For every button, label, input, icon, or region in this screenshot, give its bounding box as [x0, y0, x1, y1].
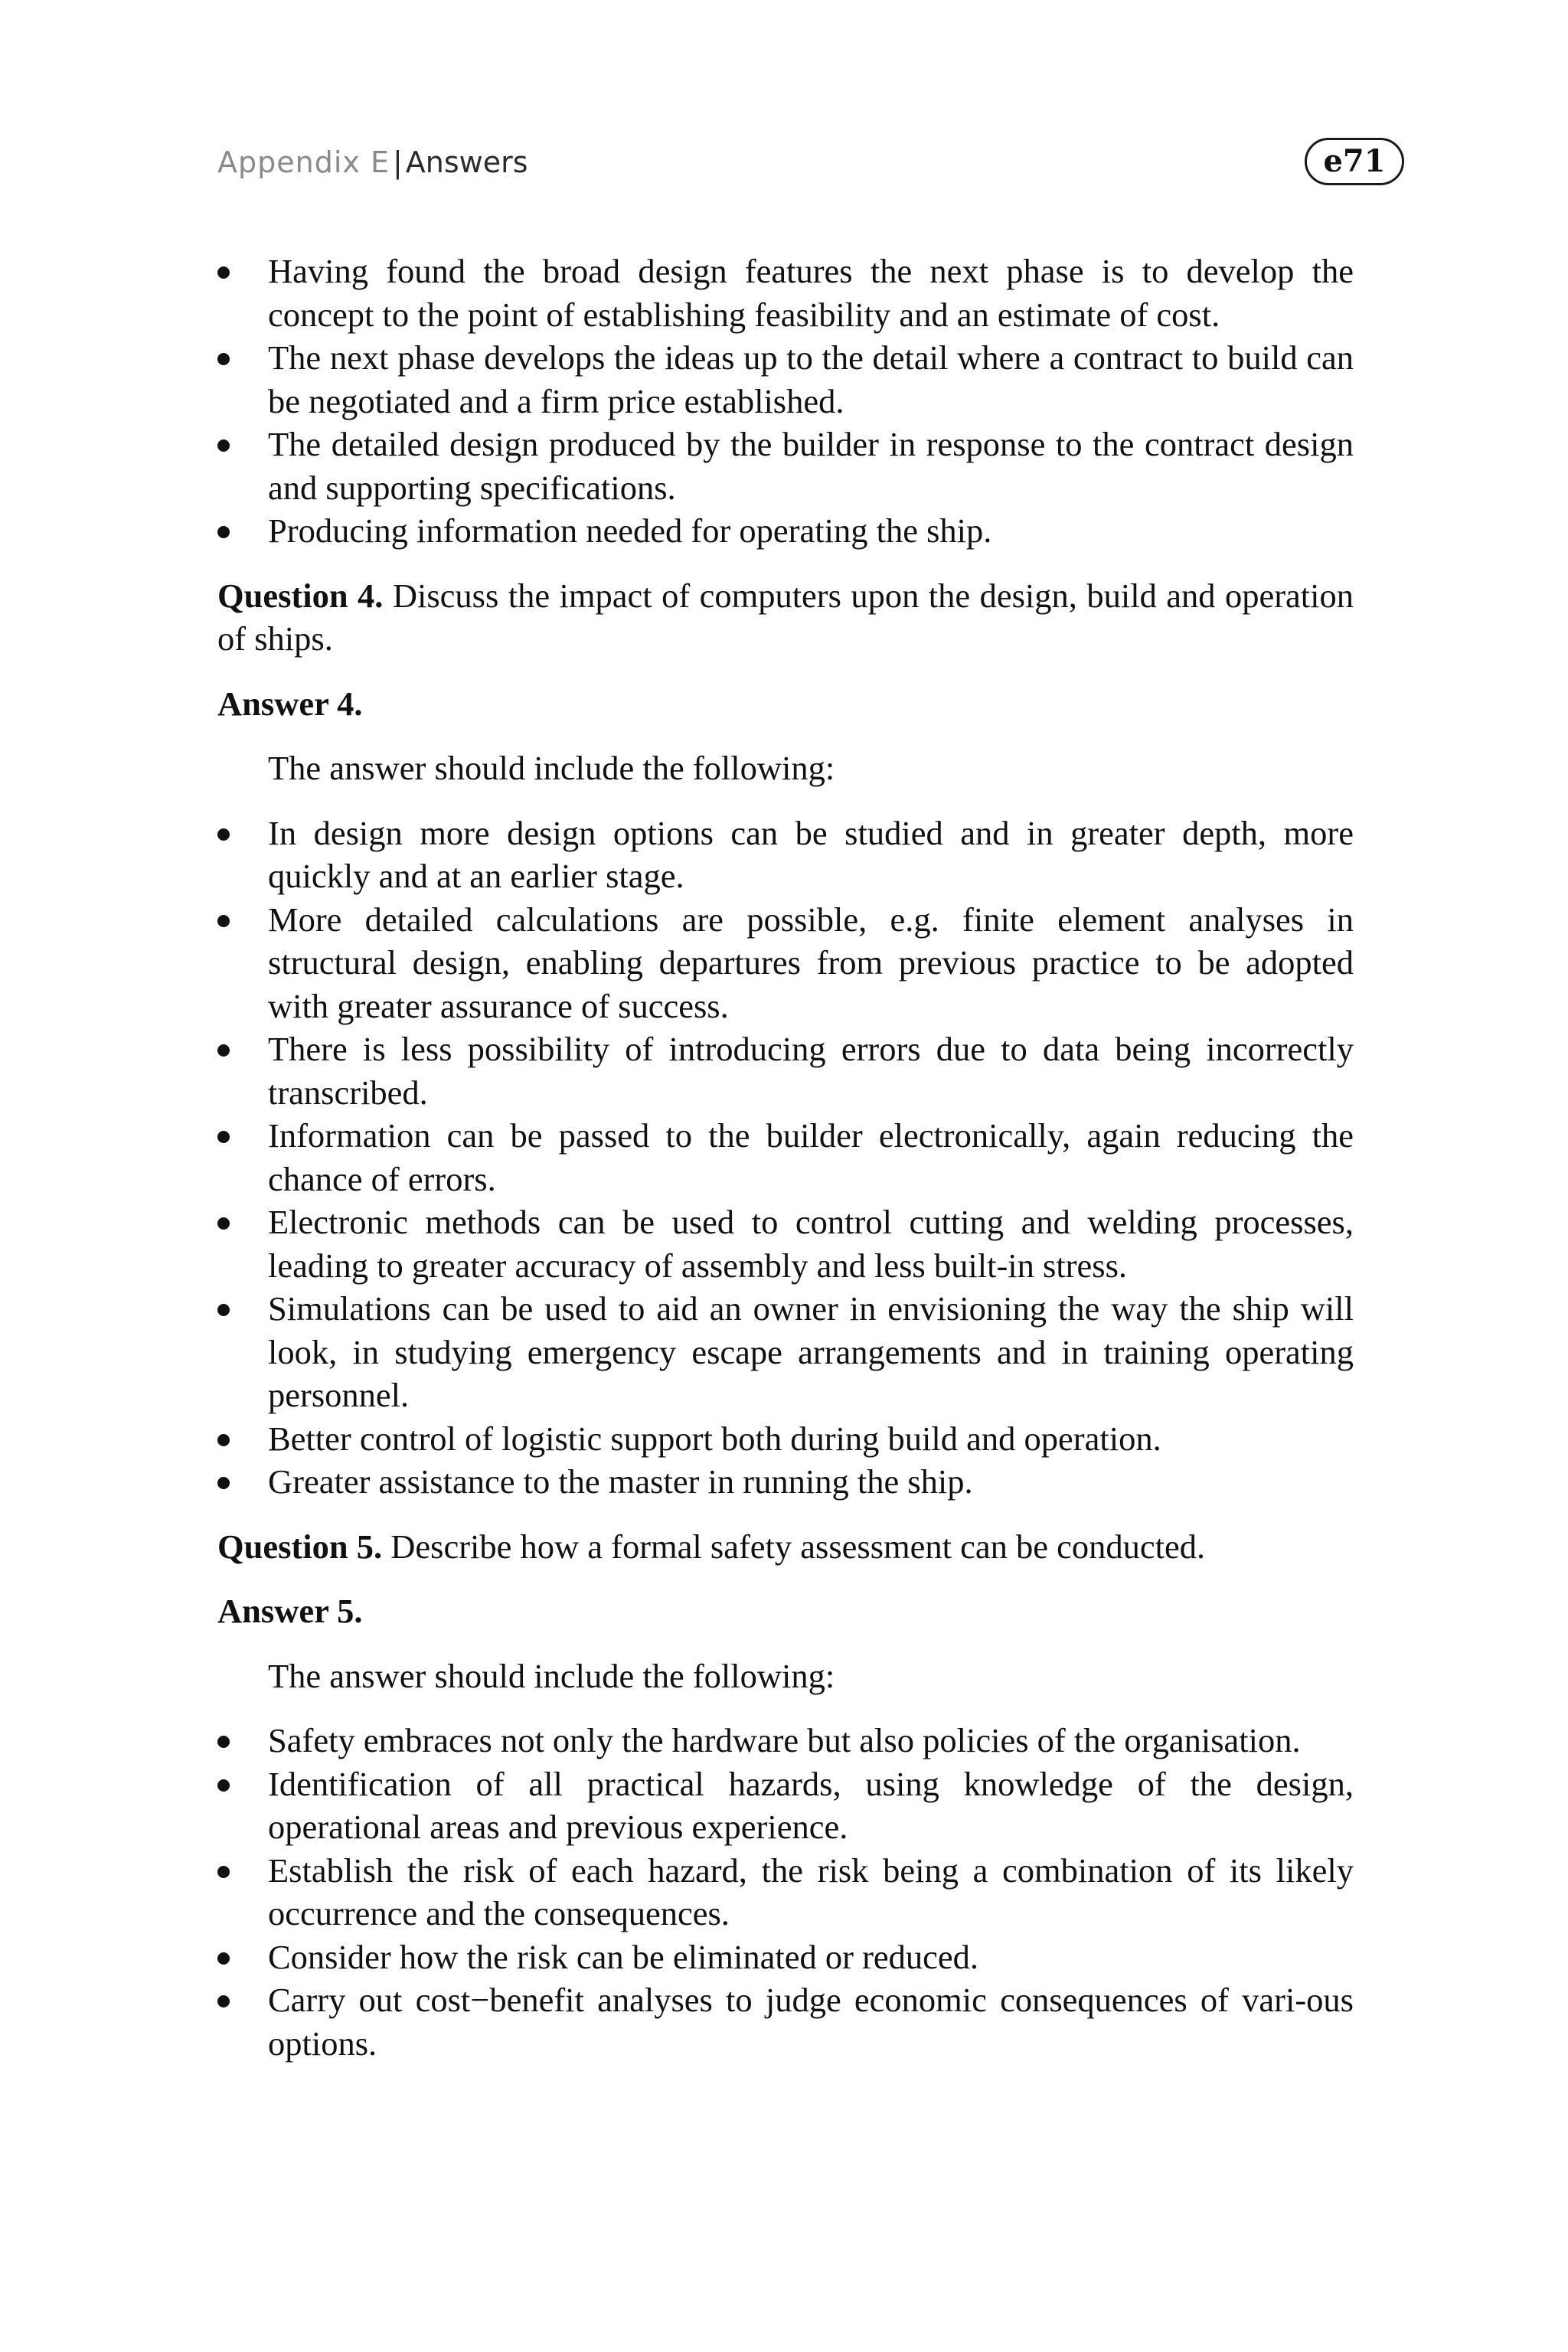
list-item [217, 250, 1354, 336]
list-item-text: The detailed design produced by the builder in response to the contract design and supporting specifications. [268, 425, 1354, 507]
answer-5-intro: The answer should include the following: [268, 1656, 835, 1695]
list-item-text: There is less possibility of introducing errors due to data being incorrectly transcribed. [268, 1030, 1354, 1112]
question-5-text: Describe how a formal safety assessment can be conducted. [390, 1527, 1206, 1566]
list-item [217, 1849, 1354, 1936]
bullet-icon [217, 1131, 230, 1143]
continued-bullet-list [217, 250, 1354, 553]
answer-4-bullet-list [217, 812, 1354, 1504]
header-section-label: Appendix E [217, 145, 390, 179]
list-item-text: Consider how the risk can be eliminated or reduced. [268, 1937, 979, 1976]
page-body [217, 250, 1354, 2065]
list-item-text: The next phase develops the ideas up to the detail where a contract to build can be negotiated and a firm price established. [268, 338, 1354, 420]
list-item-text: Information can be passed to the builder electronically, again reducing the chance of errors. [268, 1116, 1354, 1198]
question-4-label: Question 4. [217, 576, 384, 615]
question-5 [217, 1525, 1354, 1569]
list-item [217, 1936, 1354, 1979]
bullet-icon [217, 828, 230, 841]
list-item [217, 1200, 1354, 1287]
bullet-icon [217, 1044, 230, 1057]
list-item-text: Greater assistance to the master in running the ship. [268, 1462, 973, 1501]
bullet-icon [217, 1217, 230, 1230]
answer-5-heading: Answer 5. [217, 1592, 363, 1630]
bullet-icon [217, 1477, 230, 1489]
running-header [217, 142, 528, 182]
list-item [217, 898, 1354, 1028]
list-item [217, 1978, 1354, 2065]
bullet-icon [217, 353, 230, 365]
list-item-text: Simulations can be used to aid an owner in envisioning the way the ship will look, in studying emergency escape arrangements and in training operating personnel. [268, 1289, 1354, 1414]
answer-5-bullet-list [217, 1719, 1354, 2065]
list-item-text: Better control of logistic support both during build and operation. [268, 1419, 1161, 1458]
list-item [217, 812, 1354, 898]
list-item-text: Safety embraces not only the hardware but also policies of the organisation. [268, 1721, 1301, 1759]
list-item-text: Electronic methods can be used to control cutting and welding processes, leading to greater accuracy of assembly and less built-in stress. [268, 1203, 1354, 1285]
list-item [217, 336, 1354, 423]
bullet-icon [217, 1866, 230, 1878]
list-item-text: More detailed calculations are possible, e.g. finite element analyses in structural design, enabling departures from previous practice to be adopted with greater assurance of success. [268, 900, 1354, 1025]
bullet-icon [217, 526, 230, 538]
bullet-icon [217, 1304, 230, 1316]
bullet-icon [217, 1434, 230, 1446]
list-item-text: Carry out cost−benefit analyses to judge economic consequences of vari-ous options. [268, 1981, 1354, 2063]
question-4 [217, 574, 1354, 661]
bullet-icon [217, 266, 230, 279]
list-item [217, 1762, 1354, 1849]
list-item [217, 1417, 1354, 1461]
bullet-icon [217, 1736, 230, 1748]
list-item [217, 423, 1354, 509]
answer-4-intro: The answer should include the following: [268, 749, 835, 787]
list-item [217, 509, 1354, 553]
answer-4-heading: Answer 4. [217, 684, 363, 723]
bullet-icon [217, 439, 230, 452]
bullet-icon [217, 1952, 230, 1965]
question-5-label: Question 5. [217, 1527, 383, 1566]
list-item-text: In design more design options can be studied and in greater depth, more quickly and at an earlier stage. [268, 813, 1354, 895]
header-separator: | [392, 145, 403, 179]
list-item-text: Establish the risk of each hazard, the risk being a combination of its likely occurrence and the consequences. [268, 1851, 1354, 1932]
list-item [217, 1027, 1354, 1114]
bullet-icon [217, 1995, 230, 2007]
bullet-icon [217, 1779, 230, 1792]
question-4-text: Discuss the impact of computers upon the design, build and operation of ships. [217, 576, 1354, 658]
list-item [217, 1460, 1354, 1504]
page-number-badge: e71 [1305, 138, 1404, 185]
list-item [217, 1114, 1354, 1200]
list-item [217, 1719, 1354, 1762]
list-item-text: Identification of all practical hazards, using knowledge of the design, operational areas and previous experience. [268, 1764, 1354, 1846]
header-chapter-label: Answers [405, 145, 528, 179]
list-item [217, 1287, 1354, 1417]
list-item-text: Producing information needed for operating the ship. [268, 511, 992, 550]
bullet-icon [217, 915, 230, 927]
list-item-text: Having found the broad design features the next phase is to develop the concept to the point of establishing feasibility and an estimate of cost. [268, 252, 1354, 334]
